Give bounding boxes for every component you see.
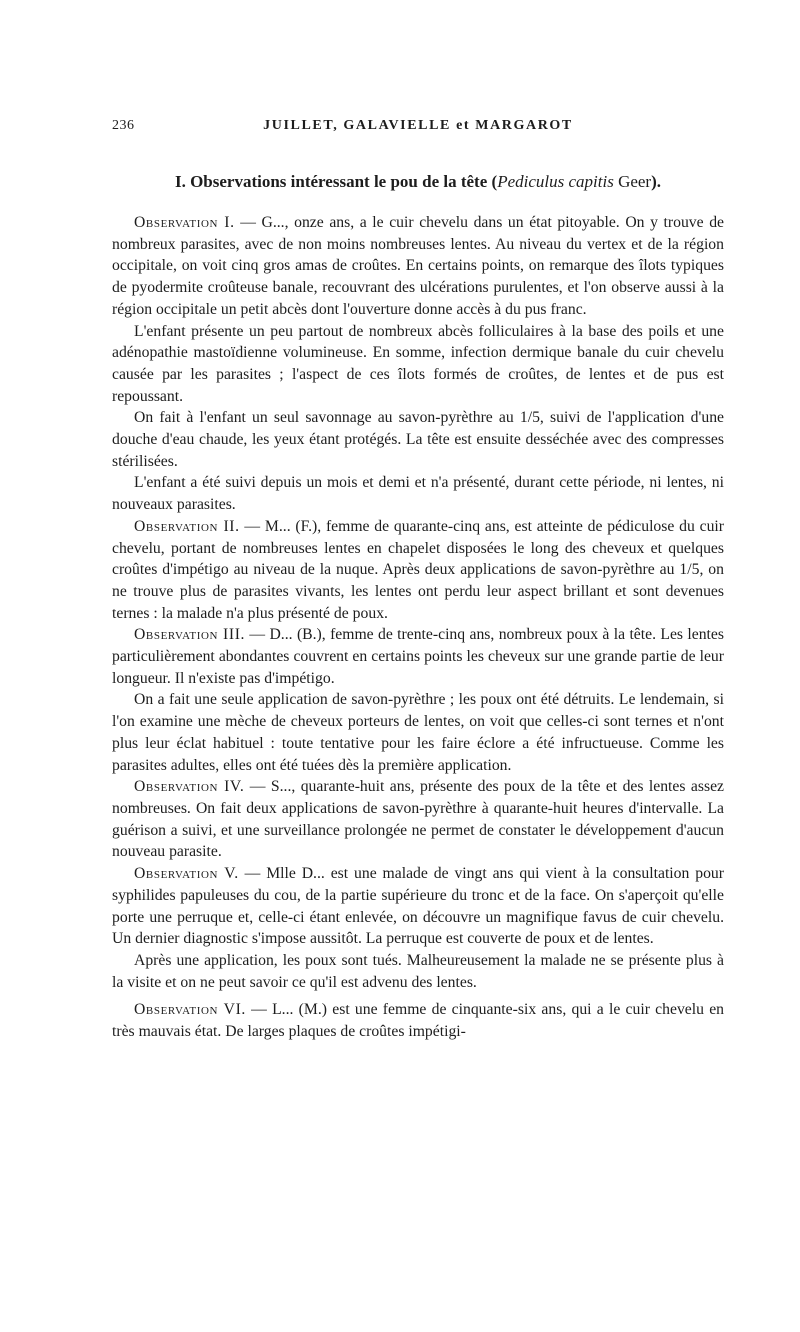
- paragraph: [112, 624, 724, 689]
- paragraph-text: L'enfant a été suivi depuis un mois et demi et n'a présenté, durant cette période, ni lentes, ni nouveaux parasites.: [112, 474, 724, 514]
- paragraph-text: — D... (B.), femme de trente-cinq ans, nombreux poux à la tête. Les lentes particulièrement abondantes couvrent en certains points les cheveux sur une grande partie de leur longueur. Il n'existe pas d'impétigo.: [112, 626, 724, 687]
- section-title: I. Observations intéressant le pou de la tête (Pediculus capitis Geer).: [174, 172, 662, 191]
- paragraph-text: — L... (M.) est une femme de cinquante-six ans, qui a le cuir chevelu en très mauvais état. De larges plaques de croûtes impétigi-: [112, 1001, 724, 1041]
- paragraph-text: — G..., onze ans, a le cuir chevelu dans un état pitoyable. On y trouve de nombreux parasites, avec de non moins nombreuses lentes. Au niveau du vertex et de la région occipitale, on voit cinq gros amas de croûtes. En certains points, on remarque des îlots typiques de pyodermite croûteuse banale, recouvrant des ulcérations purulentes, et l'on observe aussi à la région occipitale un petit abcès dont l'ouverture donne accès à du pus franc.: [112, 214, 724, 318]
- paragraph: [112, 472, 724, 515]
- paragraph: [112, 776, 724, 863]
- paragraph: [112, 212, 724, 321]
- paragraph: [112, 321, 724, 408]
- paragraph: [112, 999, 724, 1042]
- observation-heading: Observation III.: [134, 626, 246, 644]
- paragraph: [112, 407, 724, 472]
- paragraph-text: Après une application, les poux sont tués. Malheureusement la malade ne se présente plus à la visite et on ne peut savoir ce qu'il est advenu des lentes.: [112, 951, 724, 991]
- paragraph-text: — M... (F.), femme de quarante-cinq ans, est atteinte de pédiculose du cuir chevelu, portant de nombreuses lentes en chapelet disposées le long des cheveux et quelques croûtes d'impétigo au niveau de la nuque. Après deux applications de savon-pyrèthre au 1/5, on ne trouve plus de parasites vivants, les lentes ont perdu leur aspect brillant et sont devenues ternes : la malade n'a plus présenté de poux.: [112, 517, 724, 622]
- species-author: Geer: [618, 172, 652, 191]
- body-text: [112, 212, 724, 1043]
- running-head: JUILLET, GALAVIELLE et MARGAROT: [263, 118, 573, 133]
- section-title-text: I. Observations intéressant le pou de la tête: [174, 172, 488, 191]
- paragraph-text: On fait à l'enfant un seul savonnage au savon-pyrèthre au 1/5, suivi de l'application d'une douche d'eau chaude, les yeux étant protégés. La tête est ensuite desséchée avec des compresses stérilisées.: [112, 409, 724, 470]
- paragraph-text: L'enfant présente un peu partout de nombreux abcès folliculaires à la base des poils et une adénopathie mastoïdienne volumineuse. En somme, infection dermique banale du cuir chevelu causée par les parasites ; l'aspect de ces îlots formés de croûtes, de lentes et de pus est repoussant.: [112, 322, 724, 405]
- paragraph: [112, 516, 724, 625]
- paragraph-text: On a fait une seule application de savon-pyrèthre ; les poux ont été détruits. Le lendemain, si l'on examine une mèche de cheveux porteurs de lentes, on voit que celles-ci sont ternes et n'ont plus leur éclat habituel : toute tentative pour les faire éclore a été infructueuse. Comme les parasites adultes, elles ont été tuées dès la première application.: [112, 691, 724, 774]
- page-header: [112, 118, 724, 142]
- observation-heading: Observation II.: [134, 517, 240, 535]
- observation-heading: Observation I.: [134, 214, 235, 231]
- species-name: Pediculus capitis: [497, 172, 614, 191]
- observation-heading: Observation IV.: [134, 778, 245, 796]
- paragraph-text: — Mlle D... est une malade de vingt ans qui vient à la consultation pour syphilides papuleuses du cou, de la partie supérieure du tronc et de la face. On s'aperçoit qu'elle porte une perruque et, celle-ci étant enlevée, on découvre un magnifique favus de cuir chevelu. Un dernier diagnostic s'impose aussitôt. La perruque est couverte de poux et de lentes.: [112, 865, 724, 948]
- paragraph: [112, 689, 724, 776]
- paragraph: [112, 863, 724, 950]
- observation-heading: Observation VI.: [134, 1001, 246, 1019]
- paragraph: [112, 950, 724, 993]
- observation-heading: Observation V.: [134, 865, 239, 883]
- page-number: 236: [112, 118, 135, 133]
- paragraph-text: — S..., quarante-huit ans, présente des poux de la tête et des lentes assez nombreuses. On fait deux applications de savon-pyrèthre à quarante-huit heures d'intervalle. La guérison a suivi, et une surveillance prolongée ne permet de constater le développement d'aucun nouveau parasite.: [112, 778, 725, 861]
